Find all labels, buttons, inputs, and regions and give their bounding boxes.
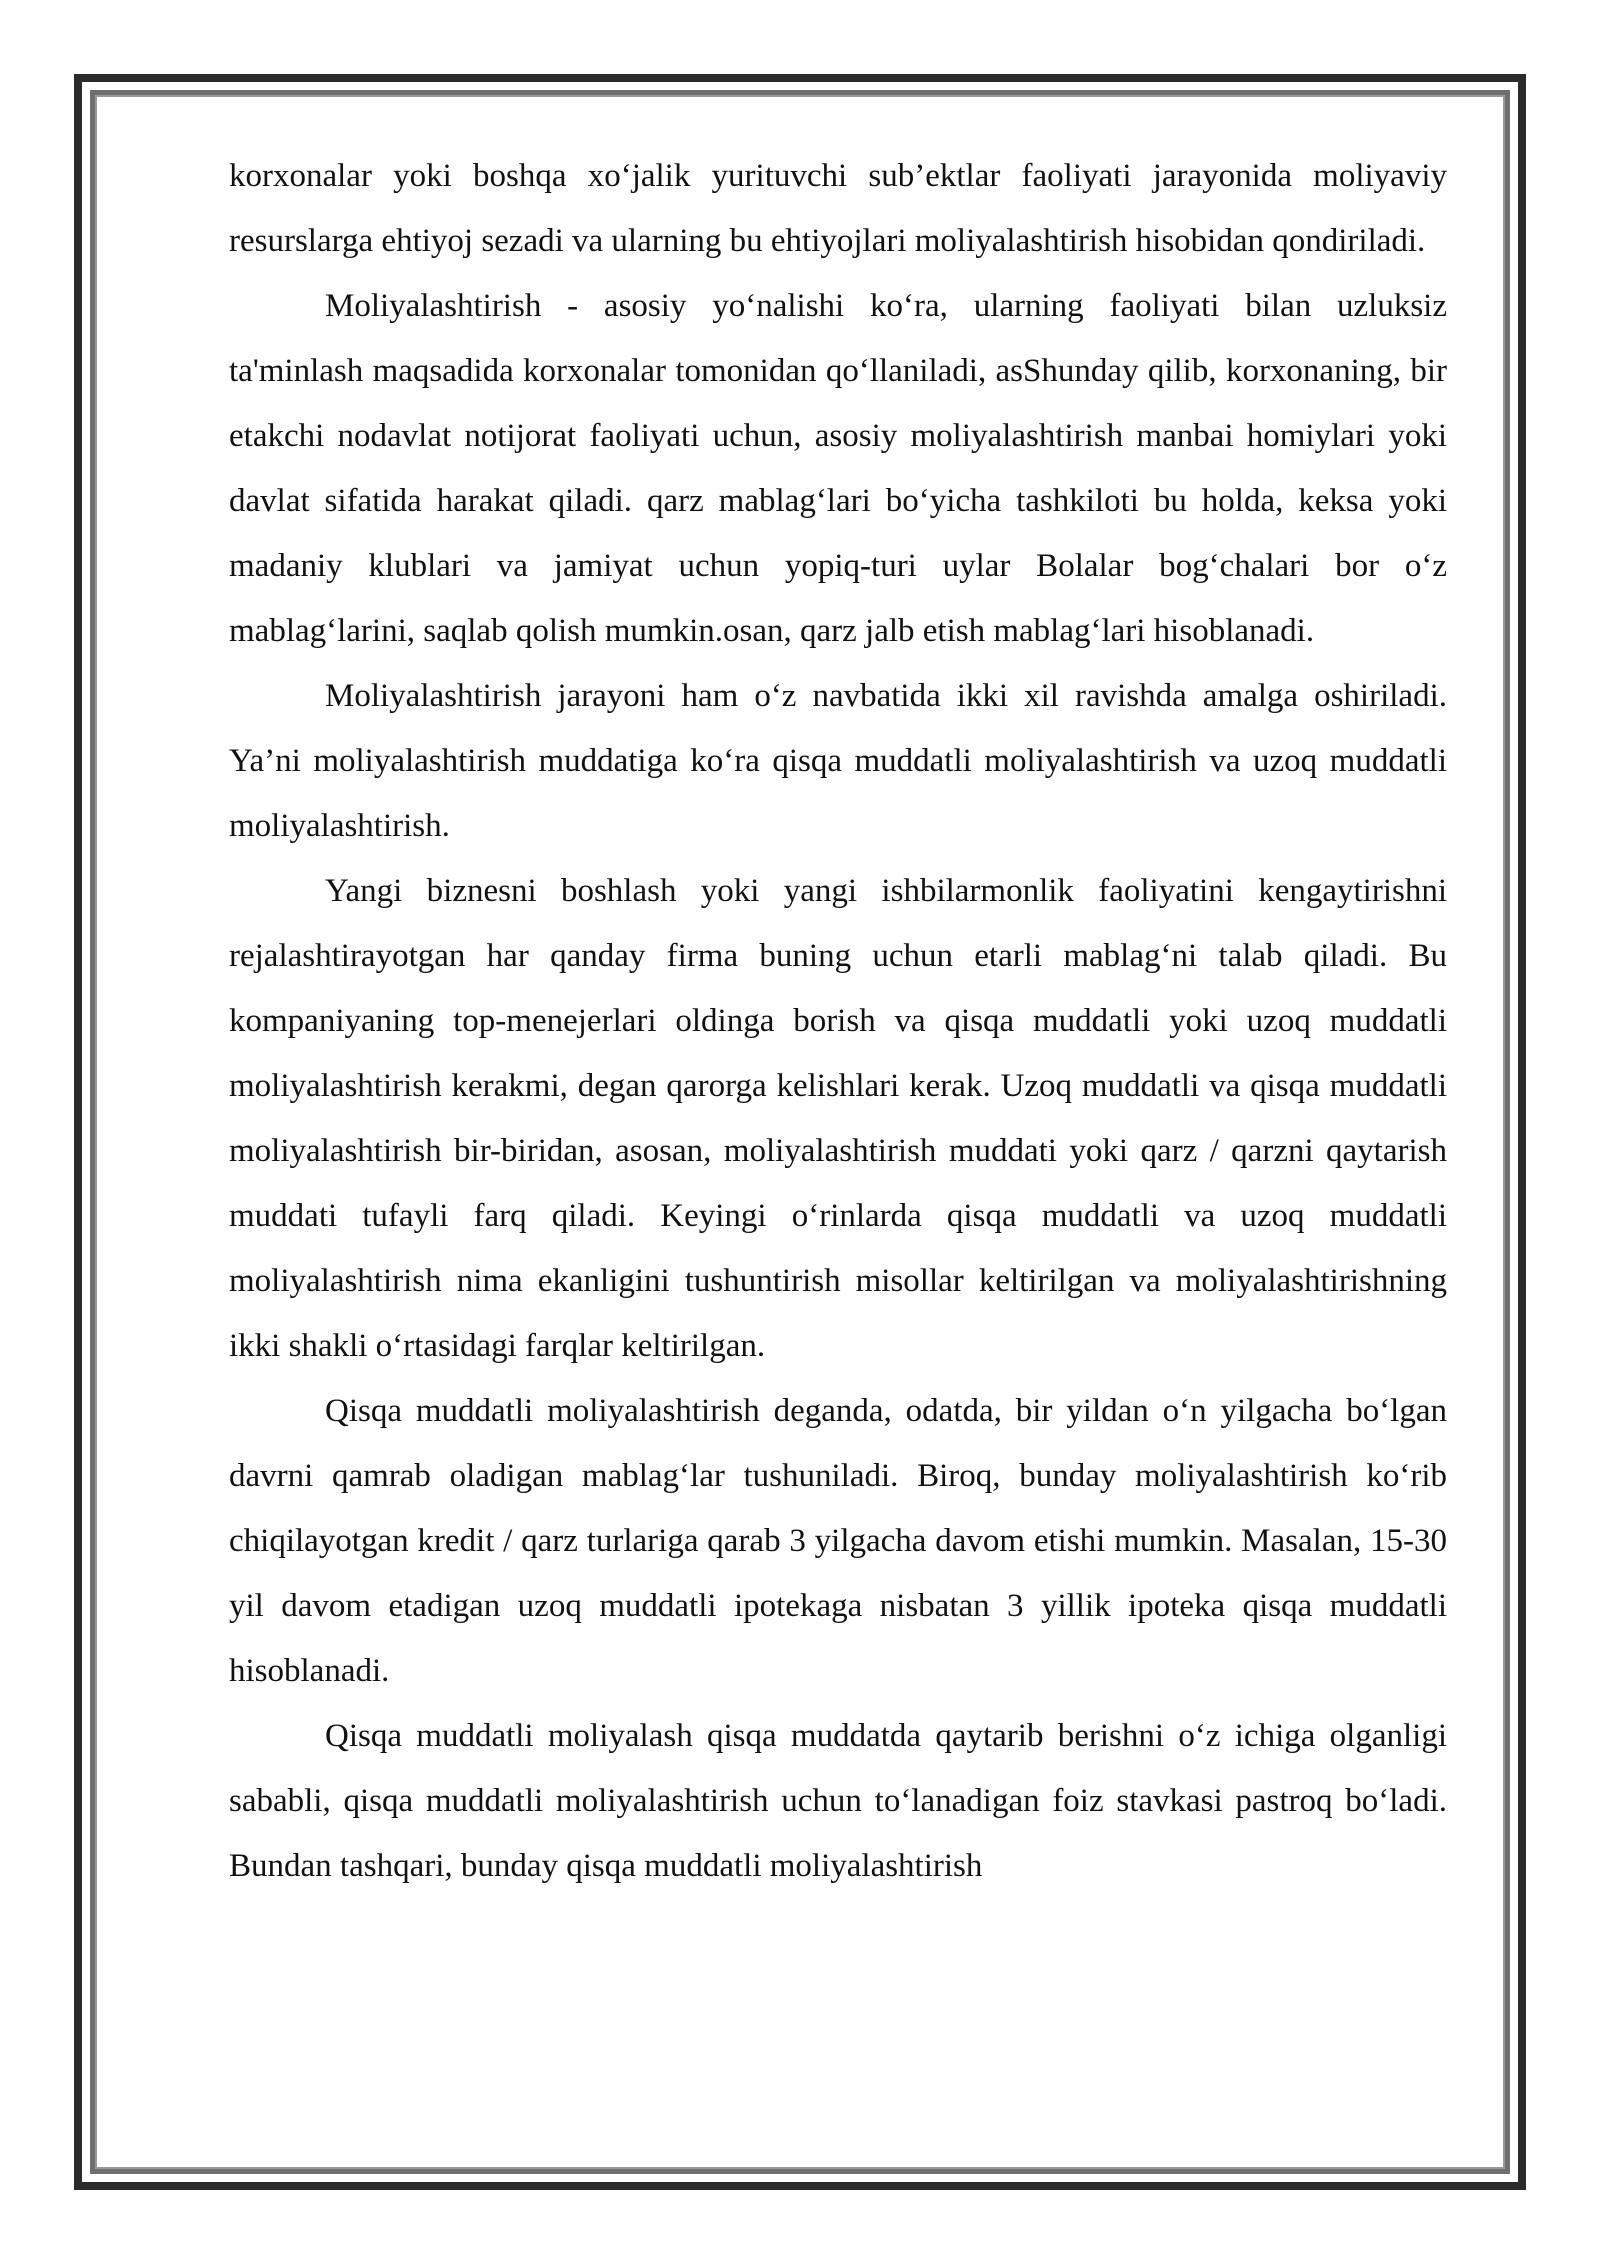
paragraph-2: Moliyalashtirish - asosiy yo‘nalishi ko‘ra, ularning faoliyati bilan uzluksiz ta'minlash maqsadida korxonalar tomonidan qo‘llaniladi, asShunday qilib, korxonaning, bir etakchi nodavlat notijorat faoliyati uchun, asosiy moliyalashtirish manbai homiylari yoki davlat sifatida harakat qiladi. qarz mablag‘lari bo‘yicha tashkiloti bu holda, keksa yoki madaniy klublari va jamiyat uchun yopiq-turi uylar Bolalar bog‘chalari bor o‘z mablag‘larini, saqlab qolish mumkin.osan, qarz jalb etish mablag‘lari hisoblanadi.	[229, 288, 1447, 649]
paragraph-4: Yangi biznesni boshlash yoki yangi ishbilarmonlik faoliyatini kengaytirishni rejalashtirayotgan har qanday firma buning uchun etarli mablag‘ni talab qiladi. Bu kompaniyaning top-menejerlari oldinga borish va qisqa muddatli yoki uzoq muddatli moliyalashtirish kerakmi, degan qarorga kelishlari kerak. Uzoq muddatli va qisqa muddatli moliyalashtirish bir-biridan, asosan, moliyalashtirish muddati yoki qarz / qarzni qaytarish muddati tufayli farq qiladi. Keyingi o‘rinlarda qisqa muddatli va uzoq muddatli moliyalashtirish nima ekanligini tushuntirish misollar keltirilgan va moliyalashtirishning ikki shakli o‘rtasidagi farqlar keltirilgan.	[229, 873, 1447, 1364]
paragraph-1: korxonalar yoki boshqa xo‘jalik yurituvchi sub’ektlar faoliyati jarayonida moliyaviy resurslarga ehtiyoj sezadi va ularning bu ehtiyojlari moliyalashtirish hisobidan qondiriladi.	[229, 158, 1447, 259]
document-body	[229, 144, 1447, 1899]
paragraph-3: Moliyalashtirish jarayoni ham o‘z navbatida ikki xil ravishda amalga oshiriladi. Ya’ni moliyalashtirish muddatiga ko‘ra qisqa muddatli moliyalashtirish va uzoq muddatli moliyalashtirish.	[229, 678, 1447, 844]
paragraph-6: Qisqa muddatli moliyalash qisqa muddatda qaytarib berishni o‘z ichiga olganligi sababli, qisqa muddatli moliyalashtirish uchun to‘lanadigan foiz stavkasi pastroq bo‘ladi. Bundan tashqari, bunday qisqa muddatli moliyalashtirish	[229, 1718, 1447, 1884]
paragraph-5: Qisqa muddatli moliyalashtirish deganda, odatda, bir yildan o‘n yilgacha bo‘lgan davrni qamrab oladigan mablag‘lar tushuniladi. Biroq, bunday moliyalashtirish ko‘rib chiqilayotgan kredit / qarz turlariga qarab 3 yilgacha davom etishi mumkin. Masalan, 15-30 yil davom etadigan uzoq muddatli ipotekaga nisbatan 3 yillik ipoteka qisqa muddatli hisoblanadi.	[229, 1393, 1447, 1689]
